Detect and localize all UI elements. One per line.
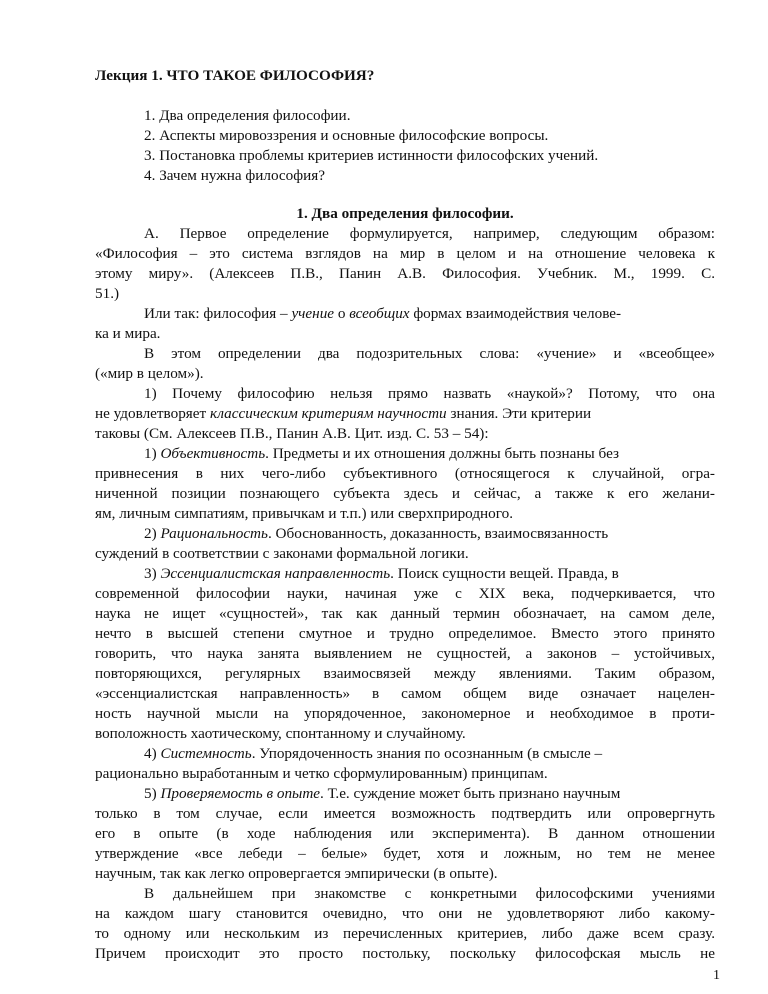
text-segment: формах взаимодействия челове-: [409, 305, 622, 322]
outline-item-1: 1. Два определения философии.: [144, 107, 351, 124]
text-line: [144, 524, 715, 544]
text-line: «Философия – это система взглядов на мир в целом и на отношение человека к: [95, 245, 715, 262]
text-line: [144, 444, 715, 464]
text-line: привнесения в них чего-либо субъективного (относящегося к случайной, огра-: [95, 465, 715, 482]
text-line: «эссенциалистская направленность» в самом общем виде означает нацелен-: [95, 685, 715, 702]
text-line: ям, личным симпатиям, привычкам и т.п.) или сверхприродного.: [95, 505, 514, 522]
text-segment: . Обоснованность, доказанность, взаимосвязанность: [267, 525, 609, 542]
text-line: таковы (См. Алексеев П.В., Панин А.В. Цит. изд. С. 53 – 54):: [95, 425, 489, 442]
text-line: научным, так как легко опровергается эмпирически (в опыте).: [95, 865, 498, 882]
italic-term: классическим критериям научности: [209, 405, 447, 422]
text-line: нечто в высшей степени смутное и трудно определимое. Вместо этого принято: [95, 625, 715, 642]
text-line: («мир в целом»).: [95, 365, 204, 382]
text-line: В дальнейшем при знакомстве с конкретными философскими учениями: [144, 885, 715, 902]
text-segment: 5): [144, 785, 161, 802]
text-segment: . Поиск сущности вещей. Правда, в: [390, 565, 619, 582]
outline-item-2: 2. Аспекты мировоззрения и основные философские вопросы.: [144, 127, 549, 144]
text-line: наука не ищет «сущностей», так как данный термин обозначает, на самом деле,: [95, 605, 715, 622]
text-line: [144, 784, 715, 804]
text-segment: 3): [144, 565, 161, 582]
text-line: [144, 304, 715, 324]
text-segment: знания. Эти критерии: [446, 405, 592, 422]
text-line: на каждом шагу становится очевидно, что они не удовлетворяют либо какому-: [95, 905, 715, 922]
section-heading: 1. Два определения философии.: [296, 205, 514, 222]
text-line: этому миру». (Алексеев П.В., Панин А.В. Философия. Учебник. М., 1999. С.: [95, 265, 715, 282]
text-line: ность научной мысли на упорядоченное, закономерное и необходимое в проти-: [95, 705, 715, 722]
text-line: говорить, что наука занята выявлением не сущностей, а законов – устойчивых,: [95, 645, 715, 662]
text-line: [144, 744, 715, 764]
text-line: В этом определении два подозрительных слова: «учение» и «всеобщее»: [144, 345, 715, 362]
text-segment: Или так: философия –: [144, 305, 292, 322]
text-line: [95, 404, 715, 424]
italic-term: Рациональность: [160, 525, 268, 542]
text-segment: . Упорядоченность знания по осознанным (в смысле –: [251, 745, 603, 762]
text-segment: 1): [144, 445, 161, 462]
text-line: 1) Почему философию нельзя прямо назвать «наукой»? Потому, что она: [144, 385, 715, 402]
text-line: Причем происходит это просто постольку, поскольку философская мысль не: [95, 945, 715, 962]
text-line: современной философии науки, начиная уже с XIX века, подчеркивается, что: [95, 585, 715, 602]
text-line: рационально выработанным и четко сформулированным) принципам.: [95, 765, 548, 782]
text-line: 51.): [95, 285, 120, 302]
text-line: суждений в соответствии с законами формальной логики.: [95, 545, 469, 562]
italic-term: всеобщих: [349, 305, 410, 322]
text-line: ниченной позиции познающего субъекта здесь и сейчас, а также к его желани-: [95, 485, 715, 502]
text-segment: . Предметы и их отношения должны быть познаны без: [265, 445, 619, 462]
text-line: воположность хаотическому, спонтанному и случайному.: [95, 725, 466, 742]
italic-term: Системность: [160, 745, 252, 762]
text-segment: о: [334, 305, 350, 322]
outline-item-3: 3. Постановка проблемы критериев истинности философских учений.: [144, 147, 599, 164]
text-line: его в опыте (в ходе наблюдения или эксперимента). В данном отношении: [95, 825, 715, 842]
italic-term: Эссенциалистская направленность: [160, 565, 391, 582]
text-segment: 4): [144, 745, 161, 762]
text-line: утверждение «все лебеди – белые» будет, хотя и ложным, но тем не менее: [95, 845, 715, 862]
text-line: ка и мира.: [95, 325, 161, 342]
italic-term: Проверяемость в опыте: [160, 785, 321, 802]
page-number: 1: [713, 968, 720, 983]
text-segment: 2): [144, 525, 161, 542]
text-segment: не удовлетворяет: [95, 405, 210, 422]
italic-term: учение: [291, 305, 335, 322]
text-line: [144, 564, 715, 584]
italic-term: Объективность: [160, 445, 266, 462]
text-line: А. Первое определение формулируется, например, следующим образом:: [144, 225, 715, 242]
text-line: то одному или нескольким из перечисленных критериев, либо даже всем сразу.: [95, 925, 715, 942]
text-line: повторяющихся, регулярных взаимосвязей между явлениями. Таким образом,: [95, 665, 715, 682]
text-segment: . Т.е. суждение может быть признано научным: [320, 785, 621, 802]
text-line: только в том случае, если имеется возможность подтвердить или опровергнуть: [95, 805, 715, 822]
outline-item-4: 4. Зачем нужна философия?: [144, 167, 325, 184]
lecture-title: Лекция 1. ЧТО ТАКОЕ ФИЛОСОФИЯ?: [95, 67, 375, 84]
